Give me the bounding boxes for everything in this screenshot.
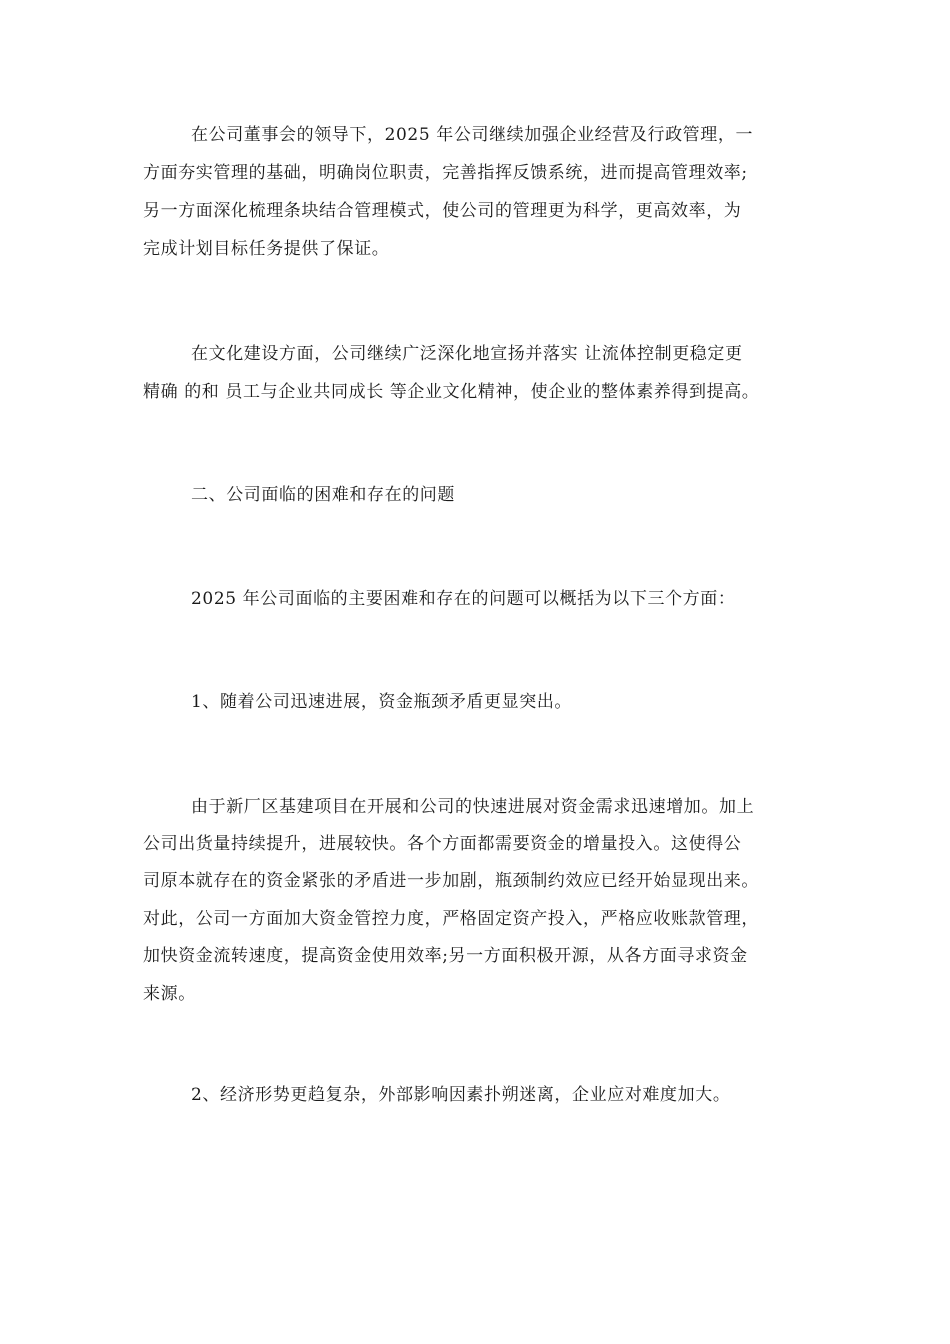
text-line: 来源。 [143, 984, 196, 1004]
text-line: 完成计划目标任务提供了保证。 [143, 239, 390, 259]
text-line: 对此，公司一方面加大资金管控力度，严格固定资产投入，严格应收账款管理， [143, 909, 759, 929]
issue-heading: 2、经济形势更趋复杂，外部影响因素扑朔迷离，企业应对难度加大。 [191, 1085, 731, 1105]
text-line: 公司出货量持续提升，进展较快。各个方面都需要资金的增量投入。这使得公 [143, 834, 742, 854]
text-line: 由于新厂区基建项目在开展和公司的快速进展对资金需求迅速增加。加上 [191, 797, 755, 817]
text-line: 在文化建设方面，公司继续广泛深化地宣扬并落实 让流体控制更稳定更 [191, 344, 743, 364]
text-line: 方面夯实管理的基础，明确岗位职责，完善指挥反馈系统，进而提高管理效率; [143, 163, 748, 183]
section-intro: 2025 年公司面临的主要困难和存在的问题可以概括为以下三个方面： [191, 589, 736, 609]
text-line: 加快资金流转速度，提高资金使用效率;另一方面积极开源，从各方面寻求资金 [143, 946, 748, 966]
section-heading: 二、公司面临的困难和存在的问题 [191, 485, 455, 505]
text-line: 司原本就存在的资金紧张的矛盾进一步加剧，瓶颈制约效应已经开始显现出来。 [143, 871, 759, 891]
text-line: 另一方面深化梳理条块结合管理模式，使公司的管理更为科学，更高效率，为 [143, 201, 742, 221]
text-line: 在公司董事会的领导下，2025 年公司继续加强企业经营及行政管理，一 [191, 125, 754, 145]
issue-heading: 1、随着公司迅速进展，资金瓶颈矛盾更显突出。 [191, 692, 573, 712]
text-line: 精确 的和 员工与企业共同成长 等企业文化精神，使企业的整体素养得到提高。 [143, 382, 760, 402]
